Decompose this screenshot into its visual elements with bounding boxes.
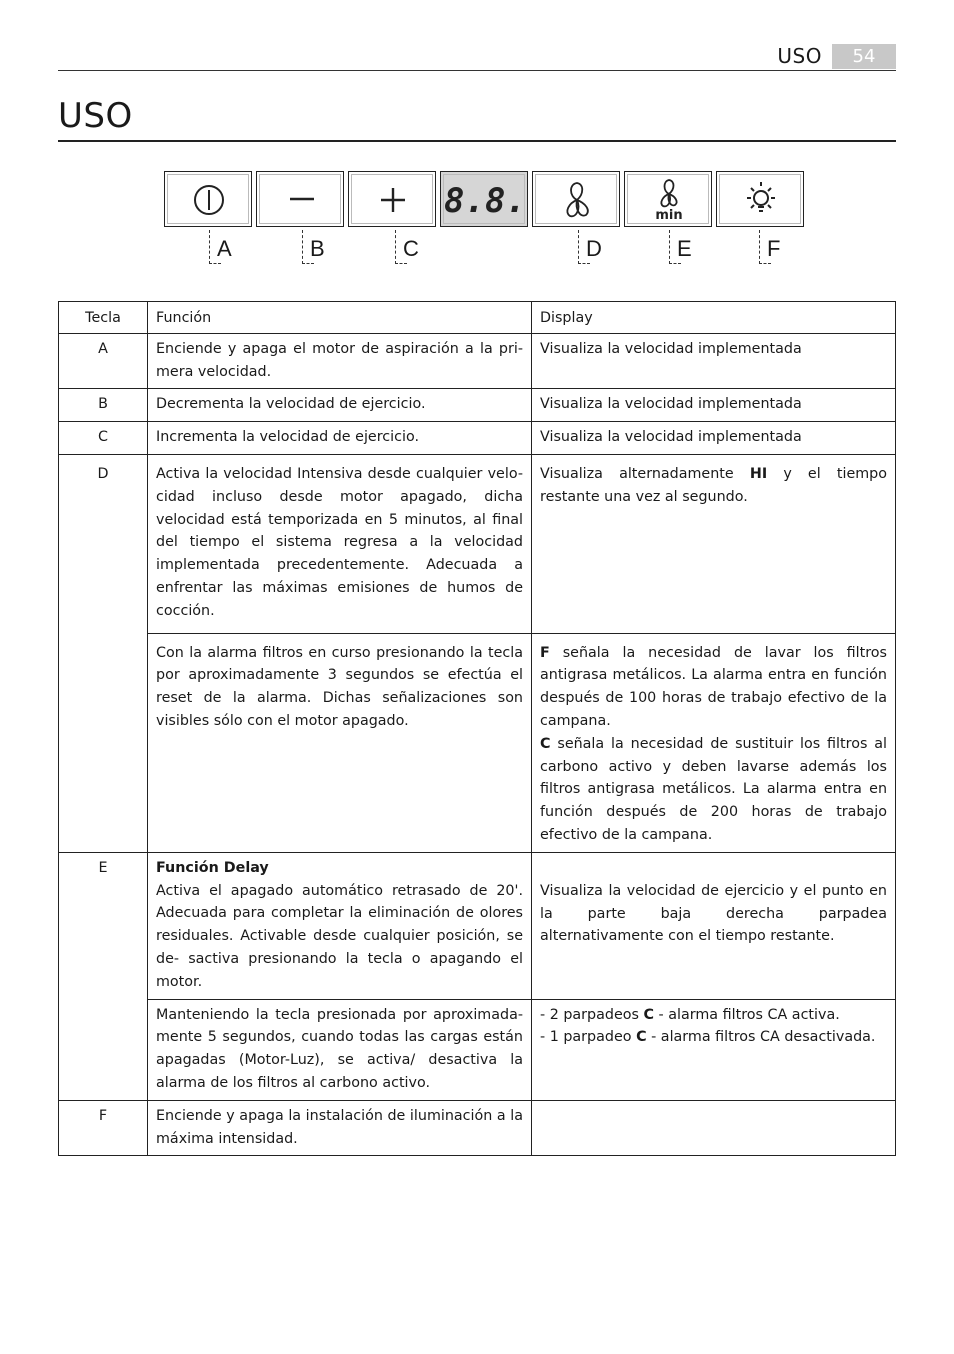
key-a-power [164, 171, 252, 227]
row-key: C [59, 422, 148, 455]
row-display [532, 1100, 896, 1156]
display-bold: F [540, 644, 550, 661]
table-row-e1 [59, 852, 896, 999]
leader-base-a [209, 263, 221, 264]
row-key: D [59, 454, 148, 633]
leader-base-d [578, 263, 590, 264]
table-row-d1 [59, 454, 896, 633]
page-title: USO [58, 96, 133, 136]
display-text: y el tiempo restante una vez al segundo. [540, 465, 887, 505]
display-bold: C [636, 1029, 647, 1046]
table-row-a [59, 333, 896, 389]
page-number: 54 [832, 44, 896, 69]
fan-icon [533, 172, 621, 228]
display-text: señala la necesidad de sustituir los filtros al carbono activo y deben lavarse además los filtros antigrasa metálicos. La alarma entra en función después de 200 horas de trabajo efectivo de la campana. [540, 735, 887, 843]
row-function [148, 852, 532, 999]
row-display: Visualiza la velocidad de ejercicio y el punto en la parte baja derecha parpadea alternativamente con el tiempo restante. [532, 852, 896, 999]
leader-line-e [669, 230, 670, 264]
leader-line-d [578, 230, 579, 264]
row-display [532, 454, 896, 633]
display-text: - alarma filtros CA activa. [654, 1006, 840, 1023]
seven-segment-display [441, 172, 529, 228]
light-icon [717, 172, 805, 228]
fan-min-icon [625, 172, 713, 228]
row-function: Incrementa la velocidad de ejercicio. [148, 422, 532, 455]
table-header-row [59, 302, 896, 334]
control-panel [164, 171, 805, 227]
label-a: A [217, 236, 232, 261]
table-row-c [59, 422, 896, 455]
leader-line-a [209, 230, 210, 264]
key-b-minus [256, 171, 344, 227]
leader-base-b [302, 263, 314, 264]
table-row-e2 [59, 999, 896, 1100]
label-e: E [677, 236, 692, 261]
label-f: F [767, 236, 781, 261]
display-text: - 2 parpadeos [540, 1006, 644, 1023]
display-text: - alarma filtros CA desactivada. [646, 1029, 876, 1046]
row-key: E [59, 852, 148, 999]
row-function: Con la alarma filtros en curso presionando la tecla por aproximadamente 3 segundos se efectúa el reset de la alarma. Dichas señalizaciones son visibles sólo con el motor apagado. [148, 633, 532, 852]
display-text: Visualiza alternadamente [540, 465, 750, 482]
label-c: C [403, 236, 419, 261]
row-key: F [59, 1100, 148, 1156]
power-icon [165, 172, 253, 228]
display-bold: C [540, 735, 551, 752]
key-f-light [716, 171, 804, 227]
header-rule [58, 70, 896, 71]
table-row-f [59, 1100, 896, 1156]
row-function: Manteniendo la tecla presionada por aproximada- mente 5 segundos, cuando todas las cargas están apagadas (Motor-Luz), se activa/ desactiva la alarma de los filtros al carbono activo. [148, 999, 532, 1100]
minus-icon [257, 172, 345, 228]
leader-line-c [395, 230, 396, 264]
function-text: Activa el apagado automático retrasado de 20'. Adecuada para completar la eliminación de olores residuales. Activable desde cualquier posición, se de- sactiva presionando la tecla o apagando el motor. [156, 882, 523, 990]
display-digits: 8.8. [444, 181, 526, 221]
leader-line-b [302, 230, 303, 264]
display-text: - 1 parpadeo [540, 1029, 637, 1046]
header-funcion: Función [148, 302, 532, 334]
leader-base-e [669, 263, 681, 264]
table-row-d2 [59, 633, 896, 852]
leader-base-c [395, 263, 407, 264]
function-title: Función Delay [156, 859, 269, 876]
header-display: Display [532, 302, 896, 334]
header-section: USO [777, 44, 822, 68]
leader-base-f [759, 263, 771, 264]
row-display: Visualiza la velocidad implementada [532, 422, 896, 455]
table-row-b [59, 389, 896, 422]
row-key-empty [59, 633, 148, 852]
key-d-intensive [532, 171, 620, 227]
title-rule [58, 140, 896, 142]
plus-icon [349, 172, 437, 228]
row-function: Activa la velocidad Intensiva desde cualquier velo- cidad incluso desde motor apagado, dicha velocidad está temporizada en 5 minutos, al final del tiempo el sistema regresa a la velocidad implementada precedentemente. Adecuada a enfrentar las máximas emisiones de humos de cocción. [148, 454, 532, 633]
row-display: Visualiza la velocidad implementada [532, 389, 896, 422]
display-bold: HI [749, 465, 768, 482]
key-e-delay [624, 171, 712, 227]
row-display [532, 999, 896, 1100]
leader-line-f [759, 230, 760, 264]
min-label: min [655, 208, 683, 223]
row-key: B [59, 389, 148, 422]
row-key-empty [59, 999, 148, 1100]
row-function: Enciende y apaga el motor de aspiración a la pri- mera velocidad. [148, 333, 532, 389]
row-function: Enciende y apaga la instalación de iluminación a la máxima intensidad. [148, 1100, 532, 1156]
key-c-plus [348, 171, 436, 227]
row-function: Decrementa la velocidad de ejercicio. [148, 389, 532, 422]
row-display: Visualiza la velocidad implementada [532, 333, 896, 389]
label-d: D [586, 236, 602, 261]
row-key: A [59, 333, 148, 389]
display-text: señala la necesidad de lavar los filtros antigrasa metálicos. La alarma entra en función después de 100 horas de trabajo efectivo de la campana. [540, 644, 887, 729]
display-bold: C [643, 1006, 655, 1023]
display-window [440, 171, 528, 227]
label-b: B [310, 236, 325, 261]
row-display [532, 633, 896, 852]
header-tecla: Tecla [59, 302, 148, 334]
function-table [58, 301, 896, 1156]
